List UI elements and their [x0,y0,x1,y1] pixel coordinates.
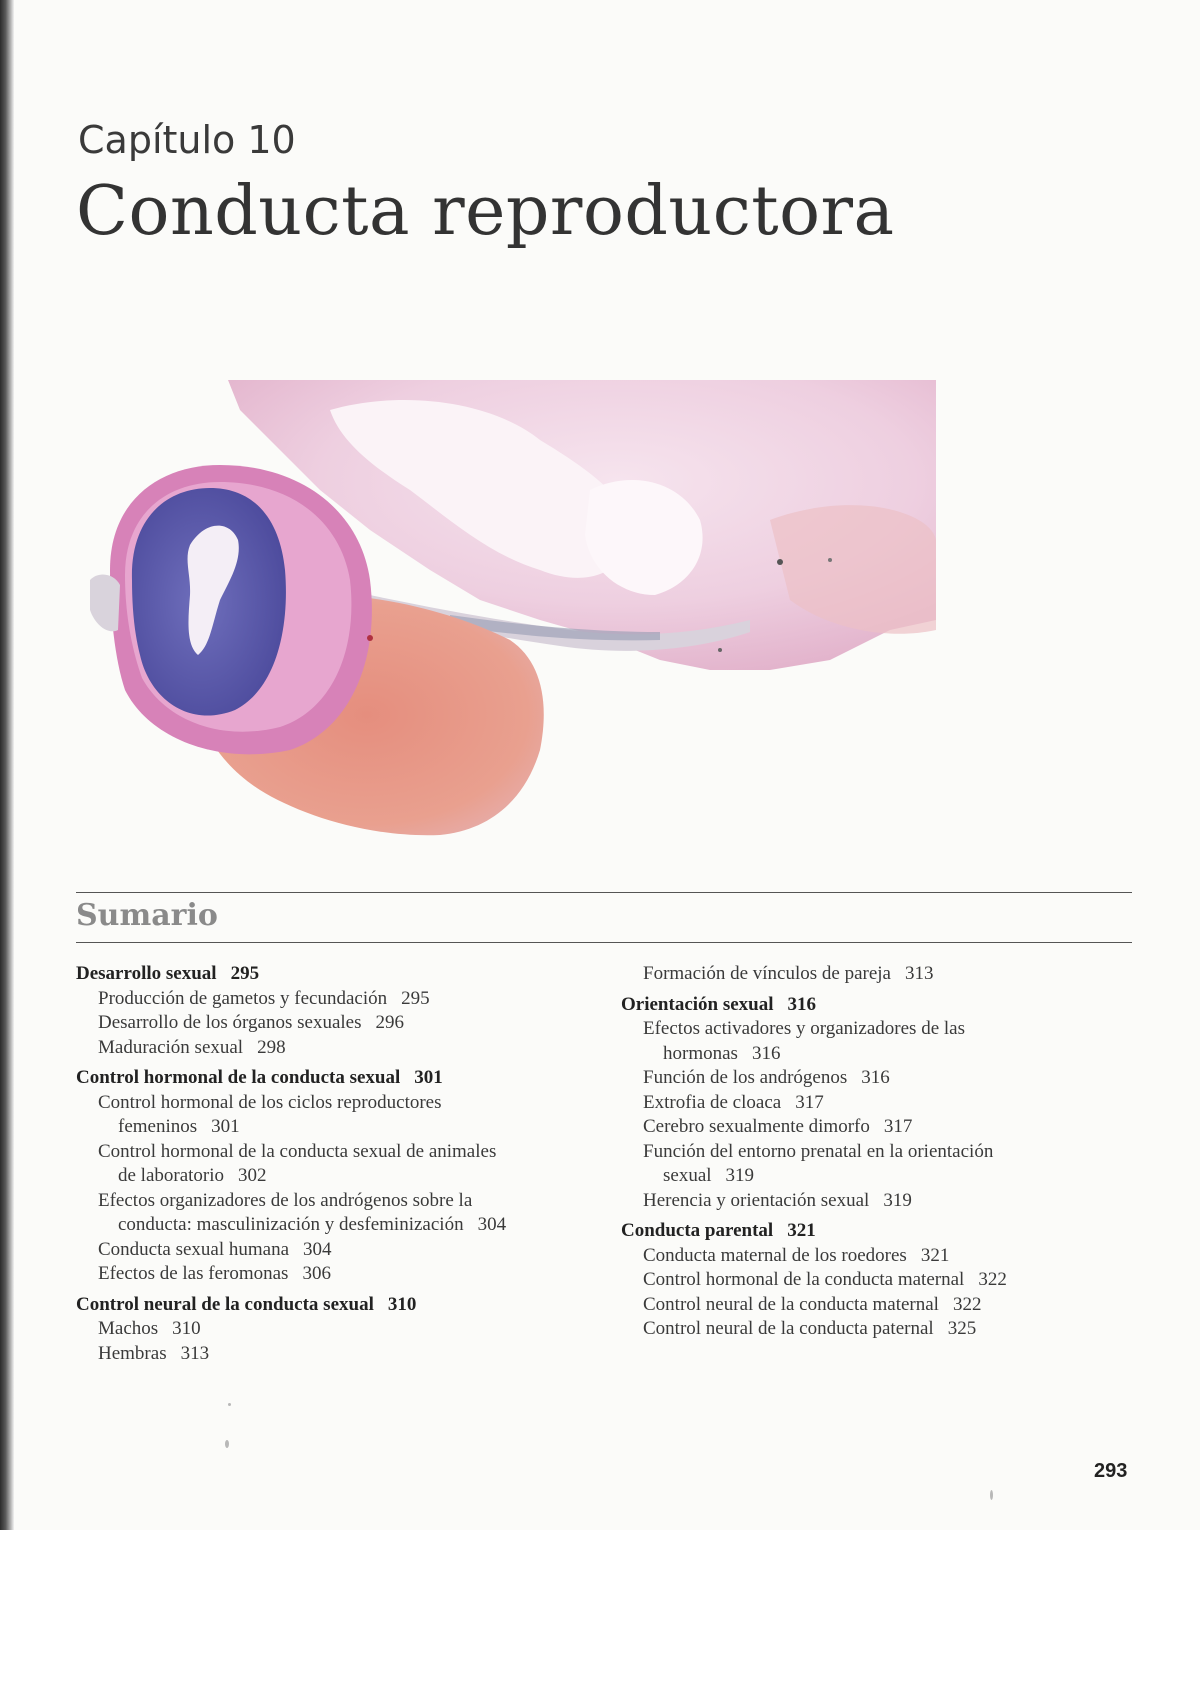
toc-entry-page: 322 [952,1293,982,1315]
toc-entry-title: Orientación sexual [621,993,774,1015]
toc-entry-page: 316 [861,1067,890,1088]
toc-entry-title-cont: sexual [663,1165,712,1186]
toc-entry-page: 319 [725,1165,755,1186]
toc-entry-page: 325 [947,1318,977,1339]
toc-entry-title: Efectos de las feromonas [98,1263,289,1284]
toc-entry-page: 321 [787,1220,816,1241]
toc-entry-title: Formación de vínculos de pareja [643,963,891,984]
summary-top-rule [76,892,1132,893]
toc-entry-title: Conducta sexual humana [98,1238,290,1260]
toc-entry-title: Conducta parental [621,1220,774,1241]
book-spine-shadow [0,0,14,1530]
toc-entry-page: 306 [302,1263,331,1284]
toc-entry-title: Herencia y orientación sexual [643,1189,870,1211]
toc-section-entry [76,1293,596,1318]
toc-entry-title-cont: de laboratorio [118,1165,225,1186]
toc-entry-page: 322 [978,1269,1007,1290]
paper-speck [225,1440,229,1448]
toc-subsection-entry [621,1091,1141,1116]
toc-entry-title: Control hormonal de la conducta maternal [643,1269,965,1290]
toc-entry-title: Maduración sexual [98,1036,244,1058]
toc-entry-title-cont: conducta: masculinización y desfeminización [118,1214,464,1235]
toc-subsection-entry [76,987,596,1012]
toc-subsection-entry [76,1091,596,1140]
toc-entry-title: Desarrollo sexual [76,963,217,984]
toc-entry-page: 310 [387,1293,417,1315]
toc-entry-page: 321 [920,1244,950,1266]
toc-entry-page: 295 [230,963,260,984]
chapter-label: Capítulo 10 [78,118,296,162]
paper-speck [990,1490,993,1500]
page-number: 293 [1094,1460,1128,1482]
toc-subsection-entry [621,1293,1141,1318]
toc-subsection-entry [76,1140,596,1189]
toc-entry-title: Control hormonal de la conducta sexual de animales [98,1140,497,1162]
toc-subsection-entry [621,962,1141,987]
toc-right-column [621,962,1141,1342]
toc-entry-title: Control hormonal de los ciclos reproductores [98,1091,442,1113]
toc-subsection-entry [621,1140,1141,1189]
toc-section-entry [76,962,596,987]
toc-section-entry [621,993,1141,1018]
toc-subsection-entry [76,1262,596,1287]
toc-entry-page: 296 [375,1012,404,1033]
toc-entry-title: Cerebro sexualmente dimorfo [643,1116,870,1137]
toc-subsection-entry [621,1268,1141,1293]
toc-subsection-entry [76,1011,596,1036]
toc-entry-continuation [643,1164,1141,1189]
toc-subsection-entry [76,1036,596,1061]
toc-subsection-entry [76,1342,596,1367]
toc-subsection-entry [621,1066,1141,1091]
toc-subsection-entry [76,1317,596,1342]
toc-entry-title: Control neural de la conducta paternal [643,1318,934,1339]
chapter-title: Conducta reproductora [76,172,895,251]
toc-entry-title: Extrofia de cloaca [643,1091,782,1113]
toc-subsection-entry [621,1244,1141,1269]
toc-entry-title: Control neural de la conducta maternal [643,1293,939,1315]
toc-subsection-entry [621,1189,1141,1214]
toc-entry-page: 302 [238,1165,267,1186]
toc-entry-page: 317 [883,1116,913,1137]
toc-section-entry [621,1219,1141,1244]
toc-entry-continuation [98,1213,596,1238]
toc-entry-title: Conducta maternal de los roedores [643,1244,907,1266]
toc-entry-page: 317 [795,1091,824,1113]
toc-entry-title: Producción de gametos y fecundación [98,987,388,1009]
toc-entry-page: 301 [414,1067,443,1088]
toc-entry-title-cont: hormonas [663,1042,738,1064]
toc-subsection-entry [76,1238,596,1263]
toc-entry-continuation [98,1115,596,1140]
toc-entry-continuation [98,1164,596,1189]
toc-entry-title: Función del entorno prenatal en la orientación [643,1140,994,1162]
toc-subsection-entry [76,1189,596,1238]
toc-entry-continuation [643,1042,1141,1067]
toc-entry-title: Control neural de la conducta sexual [76,1293,374,1315]
toc-subsection-entry [621,1115,1141,1140]
toc-entry-page: 319 [883,1189,912,1211]
toc-entry-title: Control hormonal de la conducta sexual [76,1067,401,1088]
toc-subsection-entry [621,1317,1141,1342]
toc-entry-title: Efectos activadores y organizadores de las [643,1018,965,1039]
toc-entry-page: 304 [477,1214,507,1235]
summary-bottom-rule [76,942,1132,943]
toc-entry-title: Machos [98,1318,159,1339]
histology-image [70,370,940,840]
toc-entry-page: 295 [401,987,430,1009]
toc-entry-page: 313 [180,1342,210,1364]
toc-entry-page: 310 [172,1318,201,1339]
toc-entry-title: Efectos organizadores de los andrógenos sobre la [98,1189,473,1211]
toc-entry-page: 304 [303,1238,332,1260]
toc-entry-page: 298 [257,1036,286,1058]
toc-entry-title: Función de los andrógenos [643,1067,848,1088]
toc-entry-title: Desarrollo de los órganos sexuales [98,1012,362,1033]
toc-left-column [76,962,596,1366]
toc-entry-page: 301 [211,1116,240,1137]
toc-entry-title: Hembras [98,1342,167,1364]
toc-entry-page: 316 [751,1042,781,1064]
toc-entry-page: 316 [787,993,817,1015]
toc-entry-title-cont: femeninos [118,1116,198,1137]
summary-heading: Sumario [76,898,218,933]
paper-speck [228,1403,231,1406]
toc-entry-page: 313 [904,963,934,984]
toc-section-entry [76,1066,596,1091]
toc-subsection-entry [621,1017,1141,1066]
